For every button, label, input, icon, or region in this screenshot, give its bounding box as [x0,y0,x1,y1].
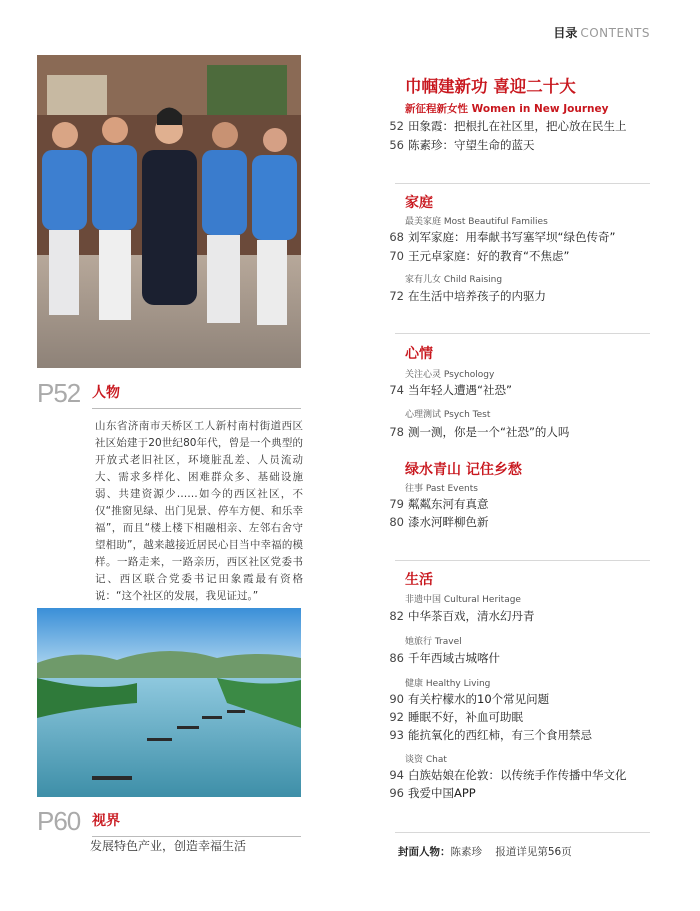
toc-item[interactable]: 93 能抗氧化的西红柿，有三个食用禁忌 [389,728,592,742]
section-divider [395,183,650,184]
toc-item[interactable]: 74 当年轻人遭遇“社恐” [389,383,512,397]
section-divider [395,333,650,334]
header-zh: 目录 [553,26,578,40]
subsection-label: 非遗中国 Cultural Heritage [405,595,521,605]
cover-person: 陈素珍 [450,846,482,858]
subsection-label: 关注心灵 Psychology [405,370,495,380]
subsection-label: 谈资 Chat [405,755,447,765]
toc-item[interactable]: 86 千年西域古城喀什 [389,651,500,665]
cover-label: 封面人物： [398,846,451,858]
section-title: 家庭 [405,195,433,211]
section-title: 生活 [405,572,433,588]
subsection-label: 心理测试 Psych Test [405,410,491,420]
section-divider [395,832,650,833]
subsection-label: 家有儿女 Child Raising [405,275,503,285]
section-title: 心情 [405,346,433,362]
toc-item[interactable]: 96 我爱中国APP [389,786,476,800]
subsection-label: 健康 Healthy Living [405,679,491,689]
toc-item[interactable]: 78 测一测，你是一个“社恐”的人吗 [389,425,570,439]
subsection-label: 新征程新女性 Women in New Journey [405,103,609,115]
cover-credit [398,844,572,859]
subsection-label: 她旅行 Travel [405,637,462,647]
feature-summary: 山东省济南市天桥区工人新村南村街道西区社区始建于20世纪80年代，曾是一个典型的开放式老旧社区，环境脏乱差、人员流动大、需求多样化、困难群众多、基础设施弱、共建资源少……如今的西区社区，不仅“推窗见绿、出门见景、停车方便、和乐幸福”，而且“楼上楼下相融相亲、左邻右舍守望相助”，越来越接近居民心目当中幸福的模样。一路走来，一路亲历，西区社区党委书记、西区联合党委书记田象霞最有资格说：“这个社区的发展，我见证过。” [95,420,303,602]
toc-item[interactable]: 70 王元卓家庭：好的教育“不焦虑” [389,249,570,263]
river-landscape-image [37,608,301,797]
subsection-label: 最美家庭 Most Beautiful Families [405,217,548,227]
toc-item[interactable]: 52 田象霞：把根扎在社区里，把心放在民生上 [389,119,627,133]
toc-item[interactable]: 68 刘军家庭：用奉献书写塞罕坝“绿色传奇” [389,230,616,244]
feature-heading-p60 [37,806,301,834]
feature-summary: 发展特色产业，创造幸福生活 [90,839,247,853]
toc-item[interactable]: 82 中华茶百戏，清水幻丹青 [389,609,535,623]
toc-item[interactable]: 92 睡眠不好，补血可助眠 [389,710,523,724]
cover-note: 报道详见第56页 [495,846,572,858]
feature-photo-river[interactable] [37,608,301,797]
feature-page-number: P60 [37,806,81,836]
group-walking-image [37,55,301,368]
toc-item[interactable]: 80 漆水河畔柳色新 [389,515,489,529]
contents-header [553,24,650,41]
section-title: 绿水青山 记住乡愁 [405,462,522,478]
feature-category: 视界 [92,813,120,829]
toc-item[interactable]: 72 在生活中培养孩子的内驱力 [389,289,546,303]
feature-photo-people[interactable] [37,55,301,368]
divider [92,408,301,409]
feature-page-number: P52 [37,378,81,408]
toc-item[interactable]: 79 粼粼东河有真意 [389,497,489,511]
feature-category: 人物 [92,385,120,401]
header-en: CONTENTS [580,26,650,40]
subsection-label: 往事 Past Events [405,484,478,494]
section-divider [395,560,650,561]
feature-heading-p52 [37,378,301,406]
section-title: 巾帼建新功 喜迎二十大 [405,77,576,96]
divider [92,836,301,837]
toc-item[interactable]: 94 白族姑娘在伦敦：以传统手作传播中华文化 [389,768,627,782]
toc-item[interactable]: 56 陈素珍：守望生命的蓝天 [389,138,535,152]
toc-item[interactable]: 90 有关柠檬水的10个常见问题 [389,692,550,706]
